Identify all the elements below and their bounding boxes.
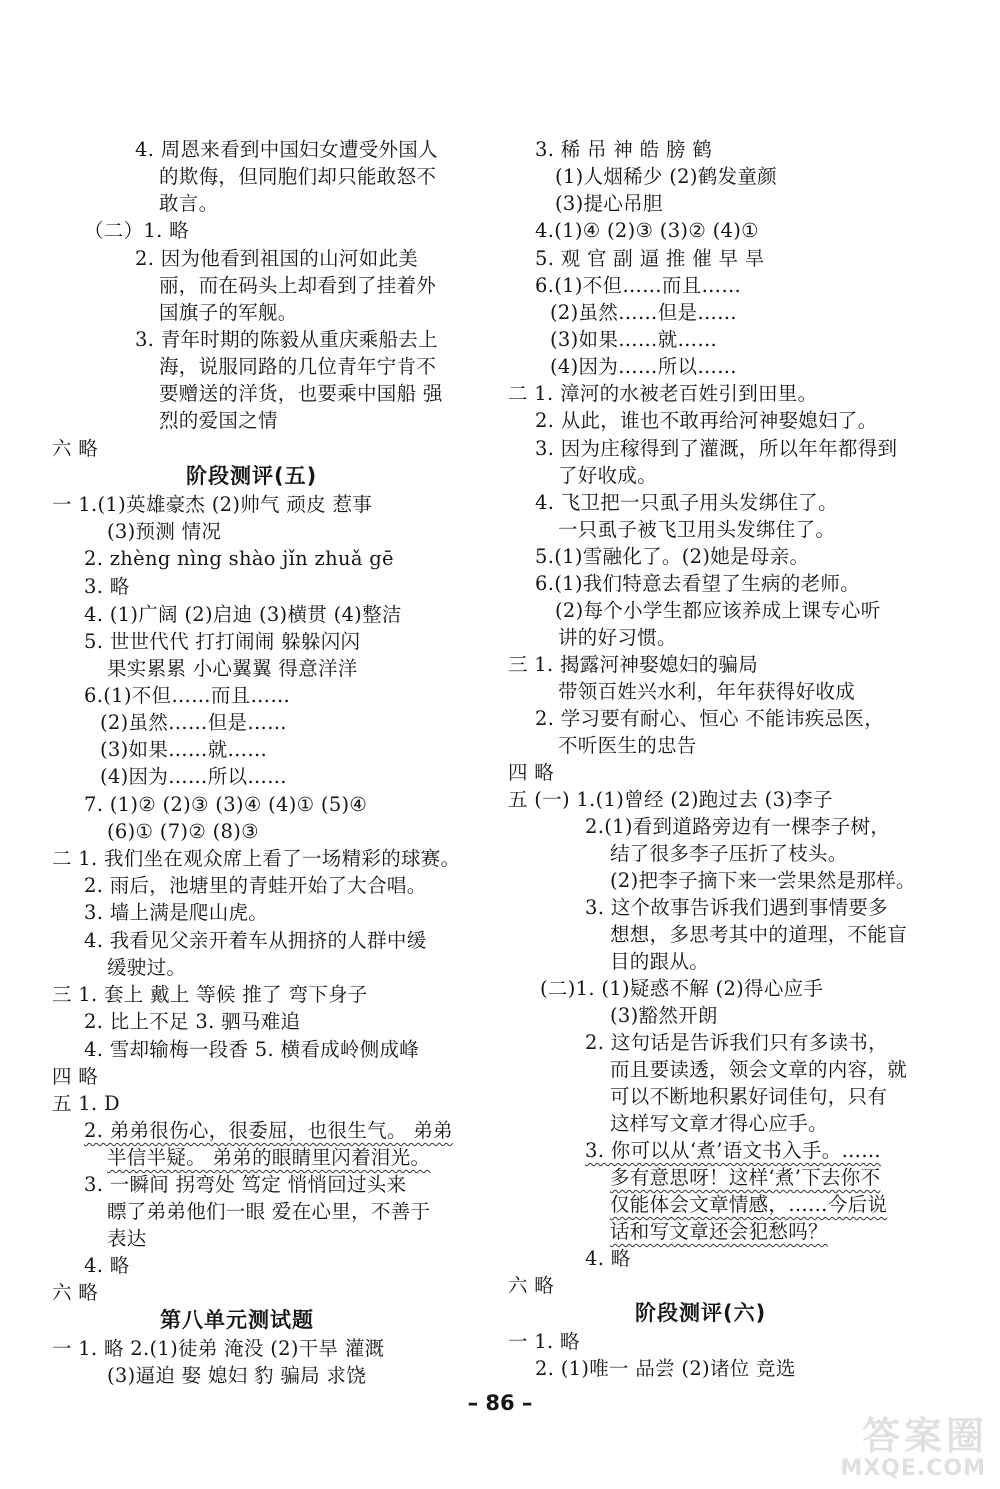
answer-line: 讲的好习惯。: [558, 626, 677, 649]
pinyin-answer-line: 2. zhèng nìng shào jǐn zhuǎ gē: [84, 547, 394, 570]
section-line: 六 略: [52, 1281, 99, 1304]
page-number: – 86 –: [467, 1391, 533, 1415]
answer-line: 不听医生的忠告: [558, 734, 697, 757]
section-line: 六 略: [52, 437, 99, 460]
answer-line: 一 1. 略 2.(1)徒弟 淹没 (2)干旱 灌溉: [52, 1337, 385, 1360]
answer-line: 2.(1)看到道路旁边有一棵李子树，: [585, 815, 891, 838]
answer-line: 二 1. 我们坐在观众席上看了一场精彩的球赛。: [52, 847, 461, 870]
answer-line: 2. 比上不足 3. 驷马难追: [84, 1010, 301, 1033]
answer-line: 三 1. 套上 戴上 等候 推了 弯下身子: [52, 983, 368, 1006]
answer-line: 一只虱子被飞卫用头发绑住了。: [558, 518, 836, 541]
answer-line: 想想，多思考其中的道理，不能盲: [610, 923, 908, 946]
answer-line: 4. 略: [585, 1247, 631, 1270]
answer-line: 瞟了弟弟他们一眼 爱在心里，不善于: [107, 1200, 431, 1223]
answer-line: 丽，而在码头上却看到了挂着外: [159, 274, 437, 297]
answer-line: 2. 从此，谁也不敢再给河神娶媳妇了。: [535, 409, 878, 432]
answer-line: 仅能体会文章情感，……今后说: [610, 1193, 888, 1216]
answer-line: 缓驶过。: [107, 956, 187, 979]
watermark-url: MXQE.COM: [840, 1456, 986, 1481]
answer-line: (2)虽然……但是……: [550, 301, 737, 324]
answer-line: （二）1. 略: [84, 219, 189, 242]
answer-line: 3. 墙上满是爬山虎。: [84, 901, 269, 924]
answer-line: 海，说服同路的几位青年宁肯不: [159, 355, 437, 378]
answer-line: 5.(1)雪融化了。(2)她是母亲。: [535, 545, 810, 568]
answer-line: (3)逼迫 娶 媳妇 豹 骗局 求饶: [107, 1364, 367, 1387]
answer-line: 而且要读透，领会文章的内容，就: [610, 1058, 908, 1081]
answer-line: 要赠送的洋货，也要乘中国船 强: [159, 382, 443, 405]
answer-line: 3. 你可以从‘煮’语文书入手。……: [585, 1139, 882, 1162]
answer-line: 4.(1)④ (2)③ (3)② (4)①: [535, 219, 759, 242]
answer-line: 话和写文章还会犯愁吗？: [610, 1220, 828, 1243]
answer-line: (3)如果……就……: [100, 738, 268, 761]
answer-line: 目的跟从。: [610, 950, 710, 973]
answer-line: 果实累累 小心翼翼 得意洋洋: [107, 657, 358, 680]
answer-line: 3. 青年时期的陈毅从重庆乘船去上: [135, 328, 438, 351]
answer-line: 二 1. 漳河的水被老百姓引到田里。: [508, 382, 818, 405]
answer-line: (3)提心吊胆: [555, 192, 663, 215]
answer-line: 7. (1)② (2)③ (3)④ (4)① (5)④: [84, 793, 368, 816]
answer-line: (4)因为……所以……: [100, 765, 287, 788]
answer-line: 可以不断地积累好词佳句，只有: [610, 1085, 888, 1108]
answer-line: 2. (1)唯一 品尝 (2)诸位 竞选: [535, 1357, 796, 1380]
answer-line: (4)因为……所以……: [550, 355, 737, 378]
section-heading: 阶段测评(六): [635, 1301, 767, 1325]
answer-line: 3. 一瞬间 拐弯处 笃定 悄悄回过头来: [84, 1173, 407, 1196]
answer-line: 4. 雪却输梅一段香 5. 横看成岭侧成峰: [84, 1038, 420, 1061]
answer-line: 3. 略: [84, 575, 130, 598]
answer-line: 表达: [107, 1227, 147, 1250]
answer-line: 3. 稀 吊 神 皓 膀 鹤: [535, 138, 712, 161]
answer-line: 4. (1)广阔 (2)启迪 (3)横贯 (4)整洁: [84, 603, 402, 626]
watermark-text: 答案圈: [861, 1414, 988, 1458]
answer-line: 烈的爱国之情: [159, 409, 278, 432]
answer-line: 5. 观 官 副 逼 推 催 早 旱: [535, 247, 765, 270]
answer-line: 4. 我看见父亲开着车从拥挤的人群中缓: [84, 929, 427, 952]
answer-line: 6.(1)我们特意去看望了生病的老师。: [535, 572, 860, 595]
answer-line: 3. 这个故事告诉我们遇到事情要多: [585, 896, 888, 919]
answer-line: (二)1. (1)疑惑不解 (2)得心应手: [540, 977, 824, 1000]
answer-line: (3)豁然开朗: [610, 1004, 718, 1027]
answer-line: 2. 弟弟很伤心，很委屈，也很生气。 弟弟: [84, 1119, 453, 1142]
answer-line: 五 (一) 1.(1)曾经 (2)跑过去 (3)李子: [508, 788, 833, 811]
answer-line: 4. 飞卫把一只虱子用头发绑住了。: [535, 491, 838, 514]
answer-line: (2)把李子摘下来一尝果然是那样。: [610, 869, 916, 892]
watermark-logo: [800, 1405, 990, 1483]
answer-line: 的欺侮，但同胞们却只能敢怒不: [159, 165, 437, 188]
section-line: 四 略: [52, 1065, 99, 1088]
answer-line: 3. 因为庄稼得到了灌溉，所以年年都得到: [535, 437, 898, 460]
answer-line: (3)如果……就……: [550, 328, 718, 351]
answer-line: (2)虽然……但是……: [100, 711, 287, 734]
answer-line: 了好收成。: [558, 464, 658, 487]
answer-line: 4. 周恩来看到中国妇女遭受外国人: [135, 138, 438, 161]
section-heading: 第八单元测试题: [160, 1308, 314, 1332]
answer-line: 多有意思呀！这样‘煮’下去你不: [610, 1166, 881, 1189]
answer-line: 五 1. D: [52, 1092, 120, 1115]
answer-line: 6.(1)不但……而且……: [84, 684, 291, 707]
answer-line: 一 1.(1)英雄豪杰 (2)帅气 顽皮 惹事: [52, 493, 373, 516]
answer-line: 一 1. 略: [508, 1330, 580, 1353]
answer-line: 国旗子的军舰。: [159, 301, 298, 324]
answer-line: 6.(1)不但……而且……: [535, 274, 742, 297]
answer-line: 2. 学习要有耐心、恒心 不能讳疾忌医，: [535, 707, 885, 730]
section-heading: 阶段测评(五): [186, 464, 318, 488]
section-line: 六 略: [508, 1274, 555, 1297]
answer-line: 这样写文章才得心应手。: [610, 1112, 828, 1135]
answer-line: (1)人烟稀少 (2)鹤发童颜: [555, 165, 777, 188]
answer-line: 半信半疑。 弟弟的眼睛里闪着泪光。: [107, 1146, 431, 1169]
answer-line: 结了很多李子压折了枝头。: [610, 842, 848, 865]
answer-line: 4. 略: [84, 1254, 130, 1277]
answer-line: 2. 这句话是告诉我们只有多读书，: [585, 1031, 888, 1054]
answer-line: (6)① (7)② (8)③: [107, 820, 259, 843]
section-line: 四 略: [508, 761, 555, 784]
answer-line: 5. 世世代代 打打闹闹 躲躲闪闪: [84, 630, 361, 653]
answer-line: 2. 因为他看到祖国的山河如此美: [135, 247, 419, 270]
answer-line: 三 1. 揭露河神娶媳妇的骗局: [508, 653, 759, 676]
answer-line: 2. 雨后，池塘里的青蛙开始了大合唱。: [84, 874, 427, 897]
answer-line: 带领百姓兴水利，年年获得好收成: [558, 680, 856, 703]
answer-line: (3)预测 情况: [107, 520, 222, 543]
answer-line: (2)每个小学生都应该养成上课专心听: [555, 599, 881, 622]
answer-line: 敢言。: [159, 192, 219, 215]
